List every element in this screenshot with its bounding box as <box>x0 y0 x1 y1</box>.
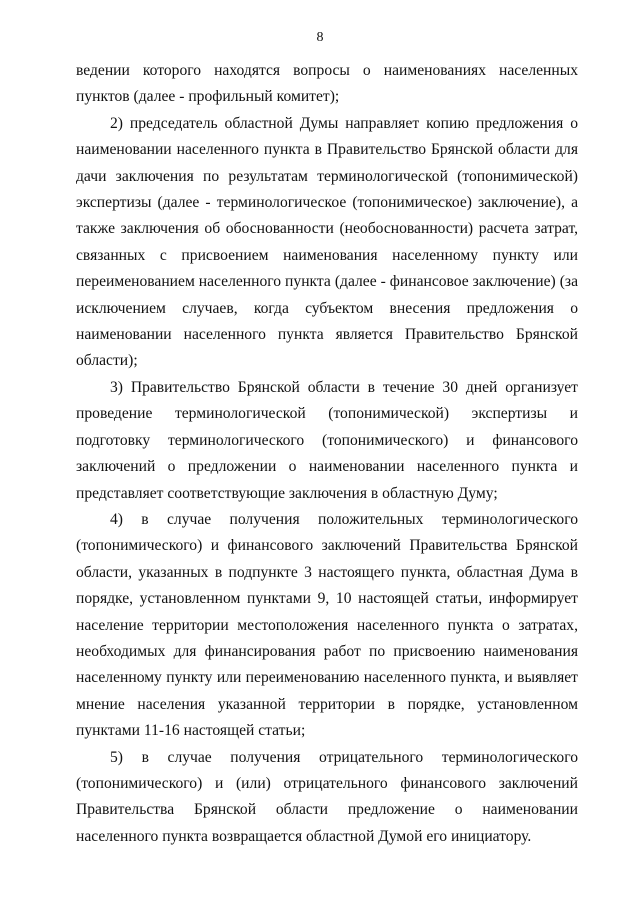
paragraph-continuation: ведении которого находятся вопросы о наименованиях населенных пунктов (далее - профильный комитет); <box>76 62 578 106</box>
paragraph-item-4: 4) в случае получения положительных терминологического (топонимического) и финансового заключений Правительства Брянской области, указанных в подпункте 3 настоящего пункта, областная Дума в порядке, установленном пунктами 9, 10 настоящей статьи, информирует население территории местоположения населенного пункта о затратах, необходимых для финансирования работ по присвоению наименования населенному пункту или переименованию населенного пункта, и выявляет мнение населения указанной территории в порядке, установленном пунктами 11-16 настоящей статьи; <box>76 510 578 740</box>
document-body <box>76 58 578 850</box>
paragraph-item-3: 3) Правительство Брянской области в течение 30 дней организует проведение терминологической (топонимической) экспертизы и подготовку терминологического (топонимического) и финансового заключений о предложении о наименовании населенного пункта и представляет соответствующие заключения в областную Думу; <box>76 378 578 502</box>
paragraph-item-2: 2) председатель областной Думы направляет копию предложения о наименовании населенного пункта в Правительство Брянской области для дачи заключения по результатам терминологической (топонимической) экспертизы (далее - терминологическое (топонимическое) заключение), а также заключения об обоснованности (необоснованности) расчета затрат, связанных с присвоением наименования населенному пункту или переименованием населенного пункта (далее - финансовое заключение) (за исключением случаев, когда субъектом внесения предложения о наименовании населенного пункта является Правительство Брянской области); <box>76 114 578 370</box>
paragraph-item-5: 5) в случае получения отрицательного терминологического (топонимического) и (или) отрицательного финансового заключений Правительства Брянской области предложение о наименовании населенного пункта возвращается областной Думой его инициатору. <box>76 748 578 845</box>
page-number: 8 <box>316 30 324 45</box>
